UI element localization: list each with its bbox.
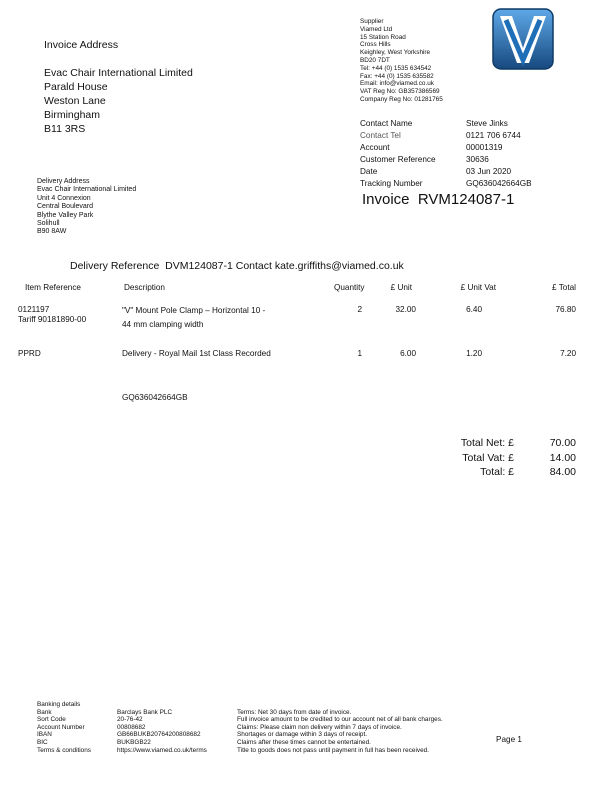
supplier-block [360,18,443,104]
invoice-address-line: Weston Lane [44,95,106,107]
item-unit-vat: 1.20 [466,349,482,358]
terms-block [237,709,443,755]
bank-label: Banking details [37,701,81,708]
total-value: 84.00 [549,466,576,478]
terms-line: Claims after these times cannot be entertained. [237,738,371,746]
invoice-address-heading: Invoice Address [44,39,119,51]
contact-label: Customer Reference [360,155,436,164]
item-total: 7.20 [560,349,576,358]
contact-label: Date [360,167,378,176]
bank-values [117,701,207,754]
supplier-line: Fax: +44 (0) 1535 635582 [360,72,434,80]
delivery-address [37,178,136,237]
invoice-address-line: Birmingham [44,109,101,121]
bank-value: Barclays Bank PLC [117,708,173,716]
total-net-value: 70.00 [549,437,576,449]
invoice-address-line: Evac Chair International Limited [44,67,193,79]
item-reference: 0121197 [18,305,50,314]
contact-value: 30636 [466,155,489,164]
delivery-address-line: Unit 4 Connexion [37,194,91,202]
item-unit-vat: 6.40 [466,305,482,314]
invoice-title: Invoice RVM124087-1 [362,191,515,208]
invoice-address [44,38,193,136]
total-vat-label: Total Vat: £ [462,451,514,464]
totals-labels [420,436,514,480]
supplier-line: BD20 7DT [360,56,390,64]
supplier-line: Email: info@viamed.co.uk [360,80,434,88]
supplier-line: Keighley, West Yorkshire [360,49,431,57]
supplier-line: 15 Station Road [360,33,406,41]
total-net-label: Total Net: £ [460,437,514,449]
bank-label: Account Number [37,723,85,731]
delivery-reference: Delivery Reference DVM124087-1 Contact kate.griffiths@viamed.co.uk [70,260,404,272]
header-quantity: Quantity [334,283,365,292]
contact-label: Contact Tel [360,131,401,140]
bank-label: Bank [37,708,52,716]
table-row-ref [18,304,86,326]
terms-line: Claims: Please claim non delivery within 7 days of invoice. [237,723,402,731]
item-unit: 6.00 [400,349,416,358]
terms-line: Terms: Net 30 days from date of invoice. [237,708,352,716]
supplier-line: Viamed Ltd [360,25,393,33]
item-quantity: 1 [357,349,362,358]
delivery-address-line: Blythe Valley Park [37,211,94,219]
item-description: 44 mm clamping width [122,320,204,329]
bank-value [117,701,207,709]
tracking-number: GQ636042664GB [122,393,188,402]
delivery-address-line: Central Boulevard [37,203,94,211]
bank-labels [37,701,91,754]
item-description: "V" Mount Pole Clamp – Horizontal 10 - [122,306,266,315]
viamed-logo-icon [492,8,554,70]
terms-link[interactable]: https://www.viamed.co.uk/terms [117,746,207,754]
bank-value: 20-76-42 [117,716,143,724]
bank-value: GB66BUKB20764200808682 [117,731,201,739]
contact-labels [360,118,436,190]
item-reference: PPRD [18,349,41,358]
item-description: Delivery - Royal Mail 1st Class Recorded [122,349,271,358]
contact-value: 00001319 [466,143,503,152]
header-item-reference: Item Reference [25,283,81,292]
terms-line: Title to goods does not pass until payment in full has been received. [237,746,429,754]
bank-label: IBAN [37,731,52,739]
header-unit: £ Unit [390,283,412,292]
header-description: Description [124,283,165,292]
delivery-address-line: Delivery Address [37,178,90,185]
delivery-address-line: Evac Chair International Limited [37,186,137,194]
item-quantity: 2 [357,305,362,314]
contact-value: GQ636042664GB [466,179,532,188]
supplier-line: Cross Hills [360,41,391,49]
terms-line: Shortages or damage within 3 days of receipt. [237,731,368,739]
header-unit-vat: £ Unit Vat [460,283,496,292]
contact-values [466,118,532,190]
invoice-address-line: B11 3RS [44,123,86,135]
supplier-line: VAT Reg No: GB357386569 [360,88,440,96]
bank-value: BUKBGB22 [117,738,151,746]
table-row-desc [122,304,265,332]
header-total: £ Total [552,283,576,292]
supplier-line: Company Reg No: 01281765 [360,95,443,103]
item-total: 76.80 [555,305,576,314]
contact-value: Steve Jinks [466,119,508,128]
delivery-address-line: B90 8AW [37,228,67,236]
bank-label: BIC [37,738,48,746]
delivery-address-line: Solihull [37,220,60,228]
supplier-line: Tel: +44 (0) 1535 634542 [360,64,432,72]
contact-label: Contact Name [360,119,413,128]
item-unit: 32.00 [395,305,416,314]
contact-label: Tracking Number [360,179,423,188]
invoice-address-line: Parald House [44,81,108,93]
item-tariff: Tariff 90181890-00 [18,315,87,324]
terms-line: Full invoice amount to be credited to our account net of all bank charges. [237,716,443,724]
bank-value: 00808682 [117,723,146,731]
total-vat-value: 14.00 [549,451,576,464]
bank-label: Sort Code [37,716,66,724]
bank-label: Terms & conditions [37,746,91,754]
page-number: Page 1 [496,735,522,744]
total-label: Total: £ [480,466,514,478]
totals-values [530,436,576,480]
contact-label: Account [360,143,390,152]
supplier-line: Supplier [360,18,384,25]
contact-value: 0121 706 6744 [466,131,521,140]
contact-value: 03 Jun 2020 [466,167,512,176]
